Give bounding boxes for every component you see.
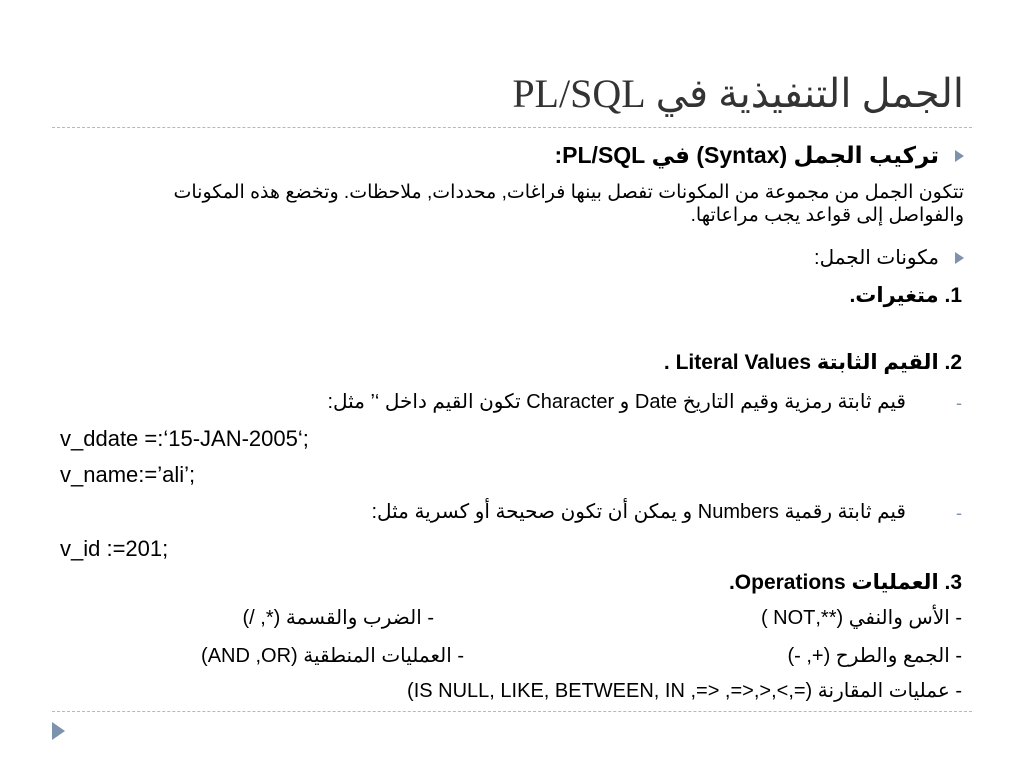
operation-add-sub: - الجمع والطرح (+, -) (787, 645, 962, 667)
literal-number-description: قيم ثابتة رقمية Numbers و يمكن أن تكون صحيحة أو كسرية مثل: (371, 501, 906, 523)
operation-mul-div: - الضرب والقسمة (*, /) (242, 607, 434, 629)
bullet-triangle-icon (955, 252, 964, 264)
code-date-example: v_ddate =:‘15-JAN-2005‘; (60, 426, 309, 451)
footer-divider (52, 711, 972, 712)
operation-compare: - عمليات المقارنة (=,>,<,<=, <=, IS NULL, LIKE, BETWEEN, IN) (407, 680, 962, 702)
operation-logical: - العمليات المنطقية (AND ,OR) (201, 645, 464, 667)
components-label: مكونات الجمل: (814, 247, 939, 269)
intro-paragraph: تتكون الجمل من مجموعة من المكونات تفصل بينها فراغات, محددات, ملاحظات. وتخضع هذه المكونات والفواصل إلى قواعد يجب مراعاتها. (173, 182, 964, 226)
bullet-triangle-icon (955, 150, 964, 162)
code-name-example: v_name:=’ali’; (60, 462, 196, 487)
dash-bullet-icon: - (956, 503, 962, 523)
code-id-example: v_id :=201; (60, 536, 169, 561)
title-divider (52, 127, 972, 128)
page-title: الجمل التنفيذية في PL/SQL (512, 71, 964, 116)
operation-power-not: - الأس والنفي (**,NOT ) (760, 607, 962, 629)
item-literal-values: 2. القيم الثابتة Literal Values . (663, 351, 962, 374)
item-variables: 1. متغيرات. (849, 284, 962, 307)
dash-bullet-icon: - (956, 393, 962, 413)
literal-char-description: قيم ثابتة رمزية وقيم التاريخ Date و Character تكون القيم داخل ‘’ مثل: (327, 391, 906, 413)
section-heading: تركيب الجمل (Syntax) في PL/SQL: (554, 142, 939, 168)
item-operations: 3. العمليات Operations. (728, 571, 962, 594)
slide-marker-triangle-icon (52, 722, 65, 740)
